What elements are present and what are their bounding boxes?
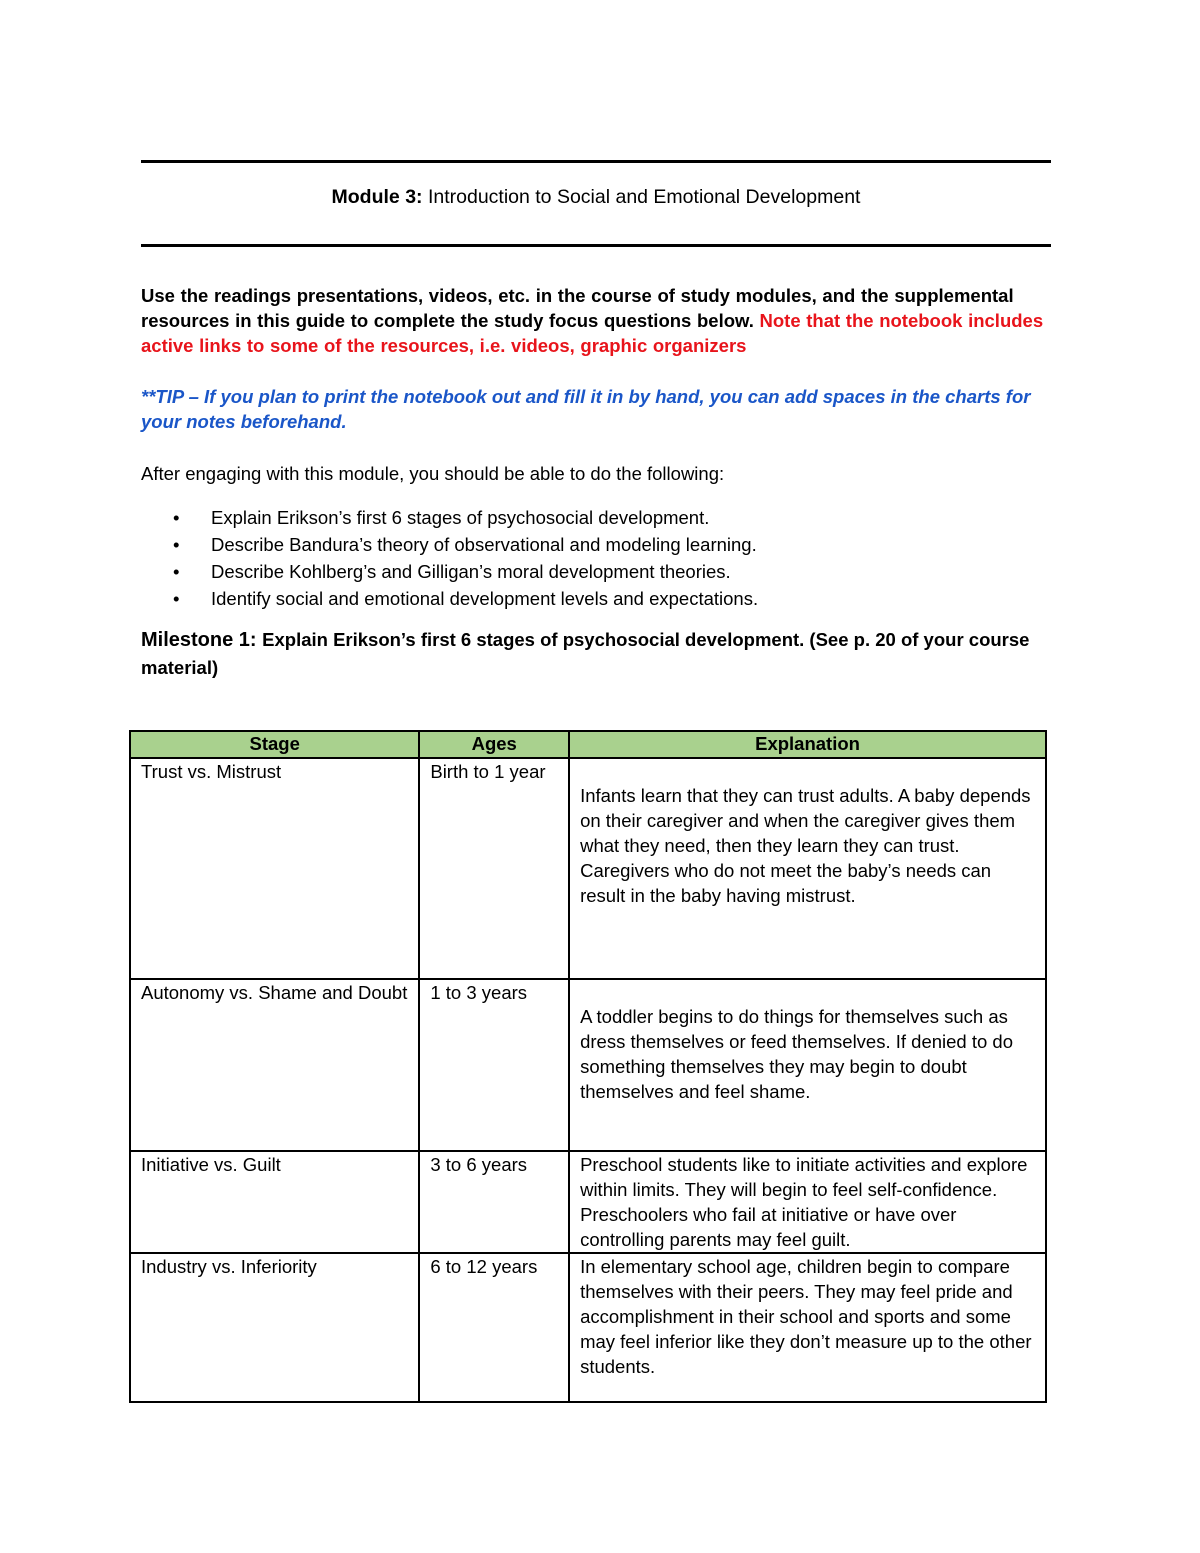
bullet-icon: •	[173, 588, 180, 609]
stage-cell[interactable]	[130, 758, 419, 979]
explanation-text: Infants learn that they can trust adults. A baby depends on their caregiver and when the caregiver gives them what they need, then they learn they can trust. Caregivers who do not meet the baby’s needs can result in the baby having mistrust.	[580, 785, 1031, 906]
table-row	[130, 758, 1046, 979]
stage-text: Autonomy vs. Shame and Doubt	[141, 982, 408, 1003]
stage-text: Industry vs. Inferiority	[141, 1256, 317, 1277]
header-stage: Stage	[130, 731, 419, 758]
header-explanation: Explanation	[569, 731, 1046, 758]
module-label: Module 3:	[331, 186, 423, 208]
explanation-cell[interactable]	[569, 1151, 1046, 1253]
table-row	[130, 1151, 1046, 1253]
module-title	[141, 185, 1051, 209]
erikson-stages-table	[129, 730, 1047, 1403]
objective-text: Describe Bandura’s theory of observational and modeling learning.	[211, 534, 757, 555]
ages-text: 1 to 3 years	[430, 982, 528, 1003]
ages-cell[interactable]	[419, 758, 569, 979]
ages-text: Birth to 1 year	[430, 761, 546, 782]
table-header-row	[130, 731, 1046, 758]
list-item	[141, 585, 1051, 612]
instructions-note: Note that the notebook includes active links to some of the resources, i.e. videos, graphic organizers	[141, 310, 1044, 356]
milestone-text: Explain Erikson’s first 6 stages of psychosocial development. (See p. 20 of your course material)	[141, 629, 1030, 678]
objectives-intro: After engaging with this module, you should be able to do the following:	[141, 463, 725, 484]
milestone-label: Milestone 1:	[141, 629, 263, 651]
ages-text: 6 to 12 years	[430, 1256, 538, 1277]
document-page	[141, 150, 1051, 681]
ages-cell[interactable]	[419, 1151, 569, 1253]
table-row	[130, 1253, 1046, 1402]
stage-text: Trust vs. Mistrust	[141, 761, 282, 782]
list-item	[141, 558, 1051, 585]
ages-text: 3 to 6 years	[430, 1154, 528, 1175]
bullet-icon: •	[173, 507, 180, 528]
instructions-main: Use the readings presentations, videos, etc. in the course of study modules, and the supplemental resources in this guide to complete the study focus questions below.	[141, 285, 1014, 331]
module-name: Introduction to Social and Emotional Development	[422, 186, 861, 208]
objective-text: Identify social and emotional development levels and expectations.	[211, 588, 759, 609]
table-row	[130, 979, 1046, 1151]
stage-text: Initiative vs. Guilt	[141, 1154, 281, 1175]
ages-cell[interactable]	[419, 979, 569, 1151]
explanation-cell[interactable]	[569, 758, 1046, 979]
tip-paragraph: **TIP – If you plan to print the notebook out and fill it in by hand, you can add spaces in the charts for your notes beforehand.	[141, 386, 1031, 432]
stage-cell[interactable]	[130, 979, 419, 1151]
objectives-list	[141, 504, 1051, 612]
objective-text: Explain Erikson’s first 6 stages of psychosocial development.	[211, 507, 710, 528]
bullet-icon: •	[173, 561, 180, 582]
explanation-text: A toddler begins to do things for themselves such as dress themselves or feed themselves. If denied to do something themselves they may begin to doubt themselves and feel shame.	[580, 1006, 1014, 1102]
objective-text: Describe Kohlberg’s and Gilligan’s moral development theories.	[211, 561, 731, 582]
explanation-cell[interactable]	[569, 979, 1046, 1151]
ages-cell[interactable]	[419, 1253, 569, 1402]
milestone-heading	[141, 626, 1051, 681]
list-item	[141, 531, 1051, 558]
explanation-text: Preschool students like to initiate activities and explore within limits. They will begin to feel self-confidence. Preschoolers who fail at initiative or have over controlling parents may feel guilt.	[580, 1154, 1028, 1250]
explanation-cell[interactable]	[569, 1253, 1046, 1402]
instructions-paragraph	[141, 283, 1053, 358]
second-rule	[141, 244, 1051, 247]
top-rule	[141, 160, 1051, 163]
list-item	[141, 504, 1051, 531]
bullet-icon: •	[173, 534, 180, 555]
header-ages: Ages	[419, 731, 569, 758]
explanation-text: In elementary school age, children begin to compare themselves with their peers. They may feel pride and accomplishment in their school and sports and some may feel inferior like they don’t measure up to the other students.	[580, 1256, 1032, 1377]
stage-cell[interactable]	[130, 1151, 419, 1253]
stage-cell[interactable]	[130, 1253, 419, 1402]
